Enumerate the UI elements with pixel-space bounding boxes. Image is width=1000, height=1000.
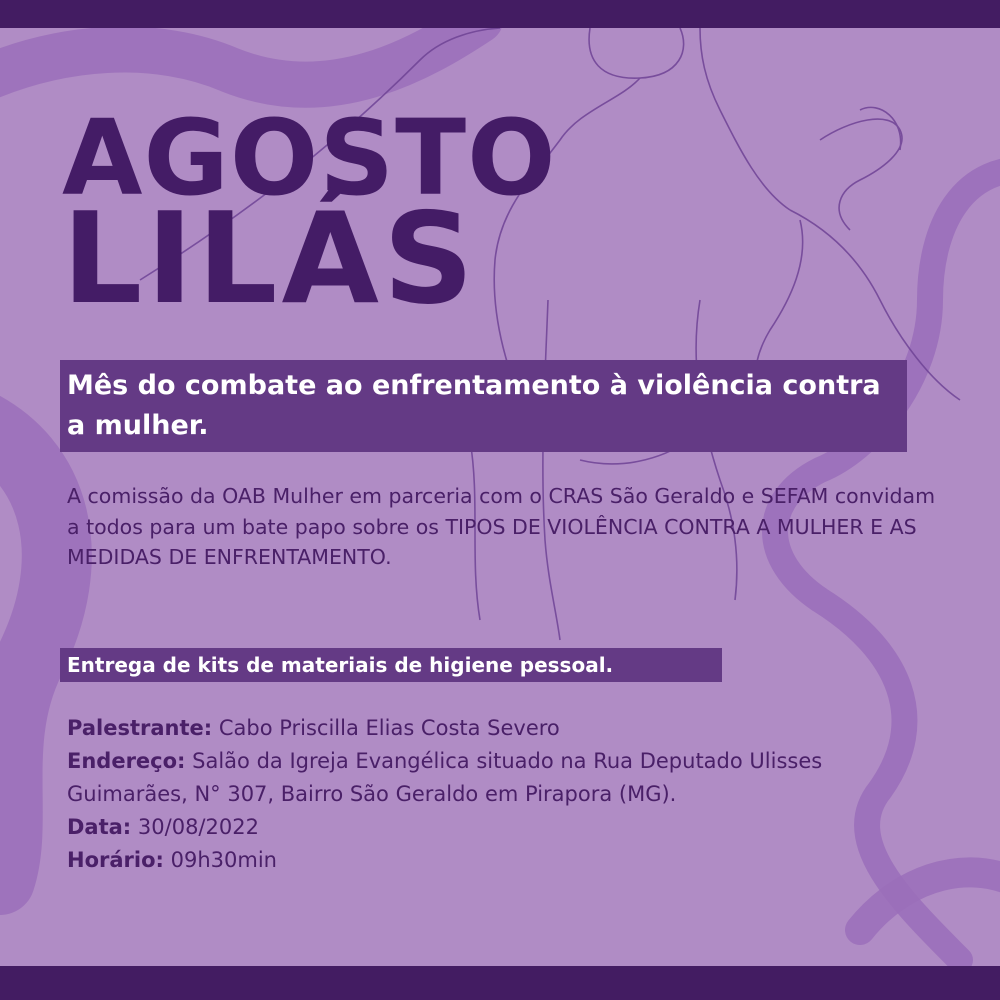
speaker-value: Cabo Priscilla Elias Costa Severo — [218, 716, 560, 740]
time-line — [67, 844, 947, 877]
time-label: Horário: — [67, 848, 164, 872]
speaker-line — [67, 712, 947, 745]
description: A comissão da OAB Mulher em parceria com o CRAS São Geraldo e SEFAM convidam a todos para um bate papo sobre os TIPOS DE VIOLÊNCIA CONTRA A MULHER E AS MEDIDAS DE ENFRENTAMENTO. — [67, 484, 936, 569]
address-label: Endereço: — [67, 749, 186, 773]
event-details — [67, 712, 947, 877]
bottom-bar — [0, 966, 1000, 1000]
speaker-label: Palestrante: — [67, 716, 213, 740]
subtitle: Mês do combate ao enfrentamento à violência contra a mulher. — [67, 370, 881, 441]
address-line — [67, 745, 947, 811]
date-value: 30/08/2022 — [137, 815, 259, 839]
address-value: Salão da Igreja Evangélica situado na Rua Deputado Ulisses Guimarães, N° 307, Bairro São Geraldo em Pirapora (MG). — [67, 749, 823, 806]
date-line — [67, 811, 947, 844]
date-label: Data: — [67, 815, 132, 839]
top-bar — [0, 0, 1000, 28]
title-line-2: LILÁS — [62, 185, 478, 332]
highlight-text: Entrega de kits de materiais de higiene pessoal. — [67, 653, 614, 677]
title-line-1: AGOSTO — [62, 97, 557, 219]
time-value: 09h30min — [170, 848, 277, 872]
